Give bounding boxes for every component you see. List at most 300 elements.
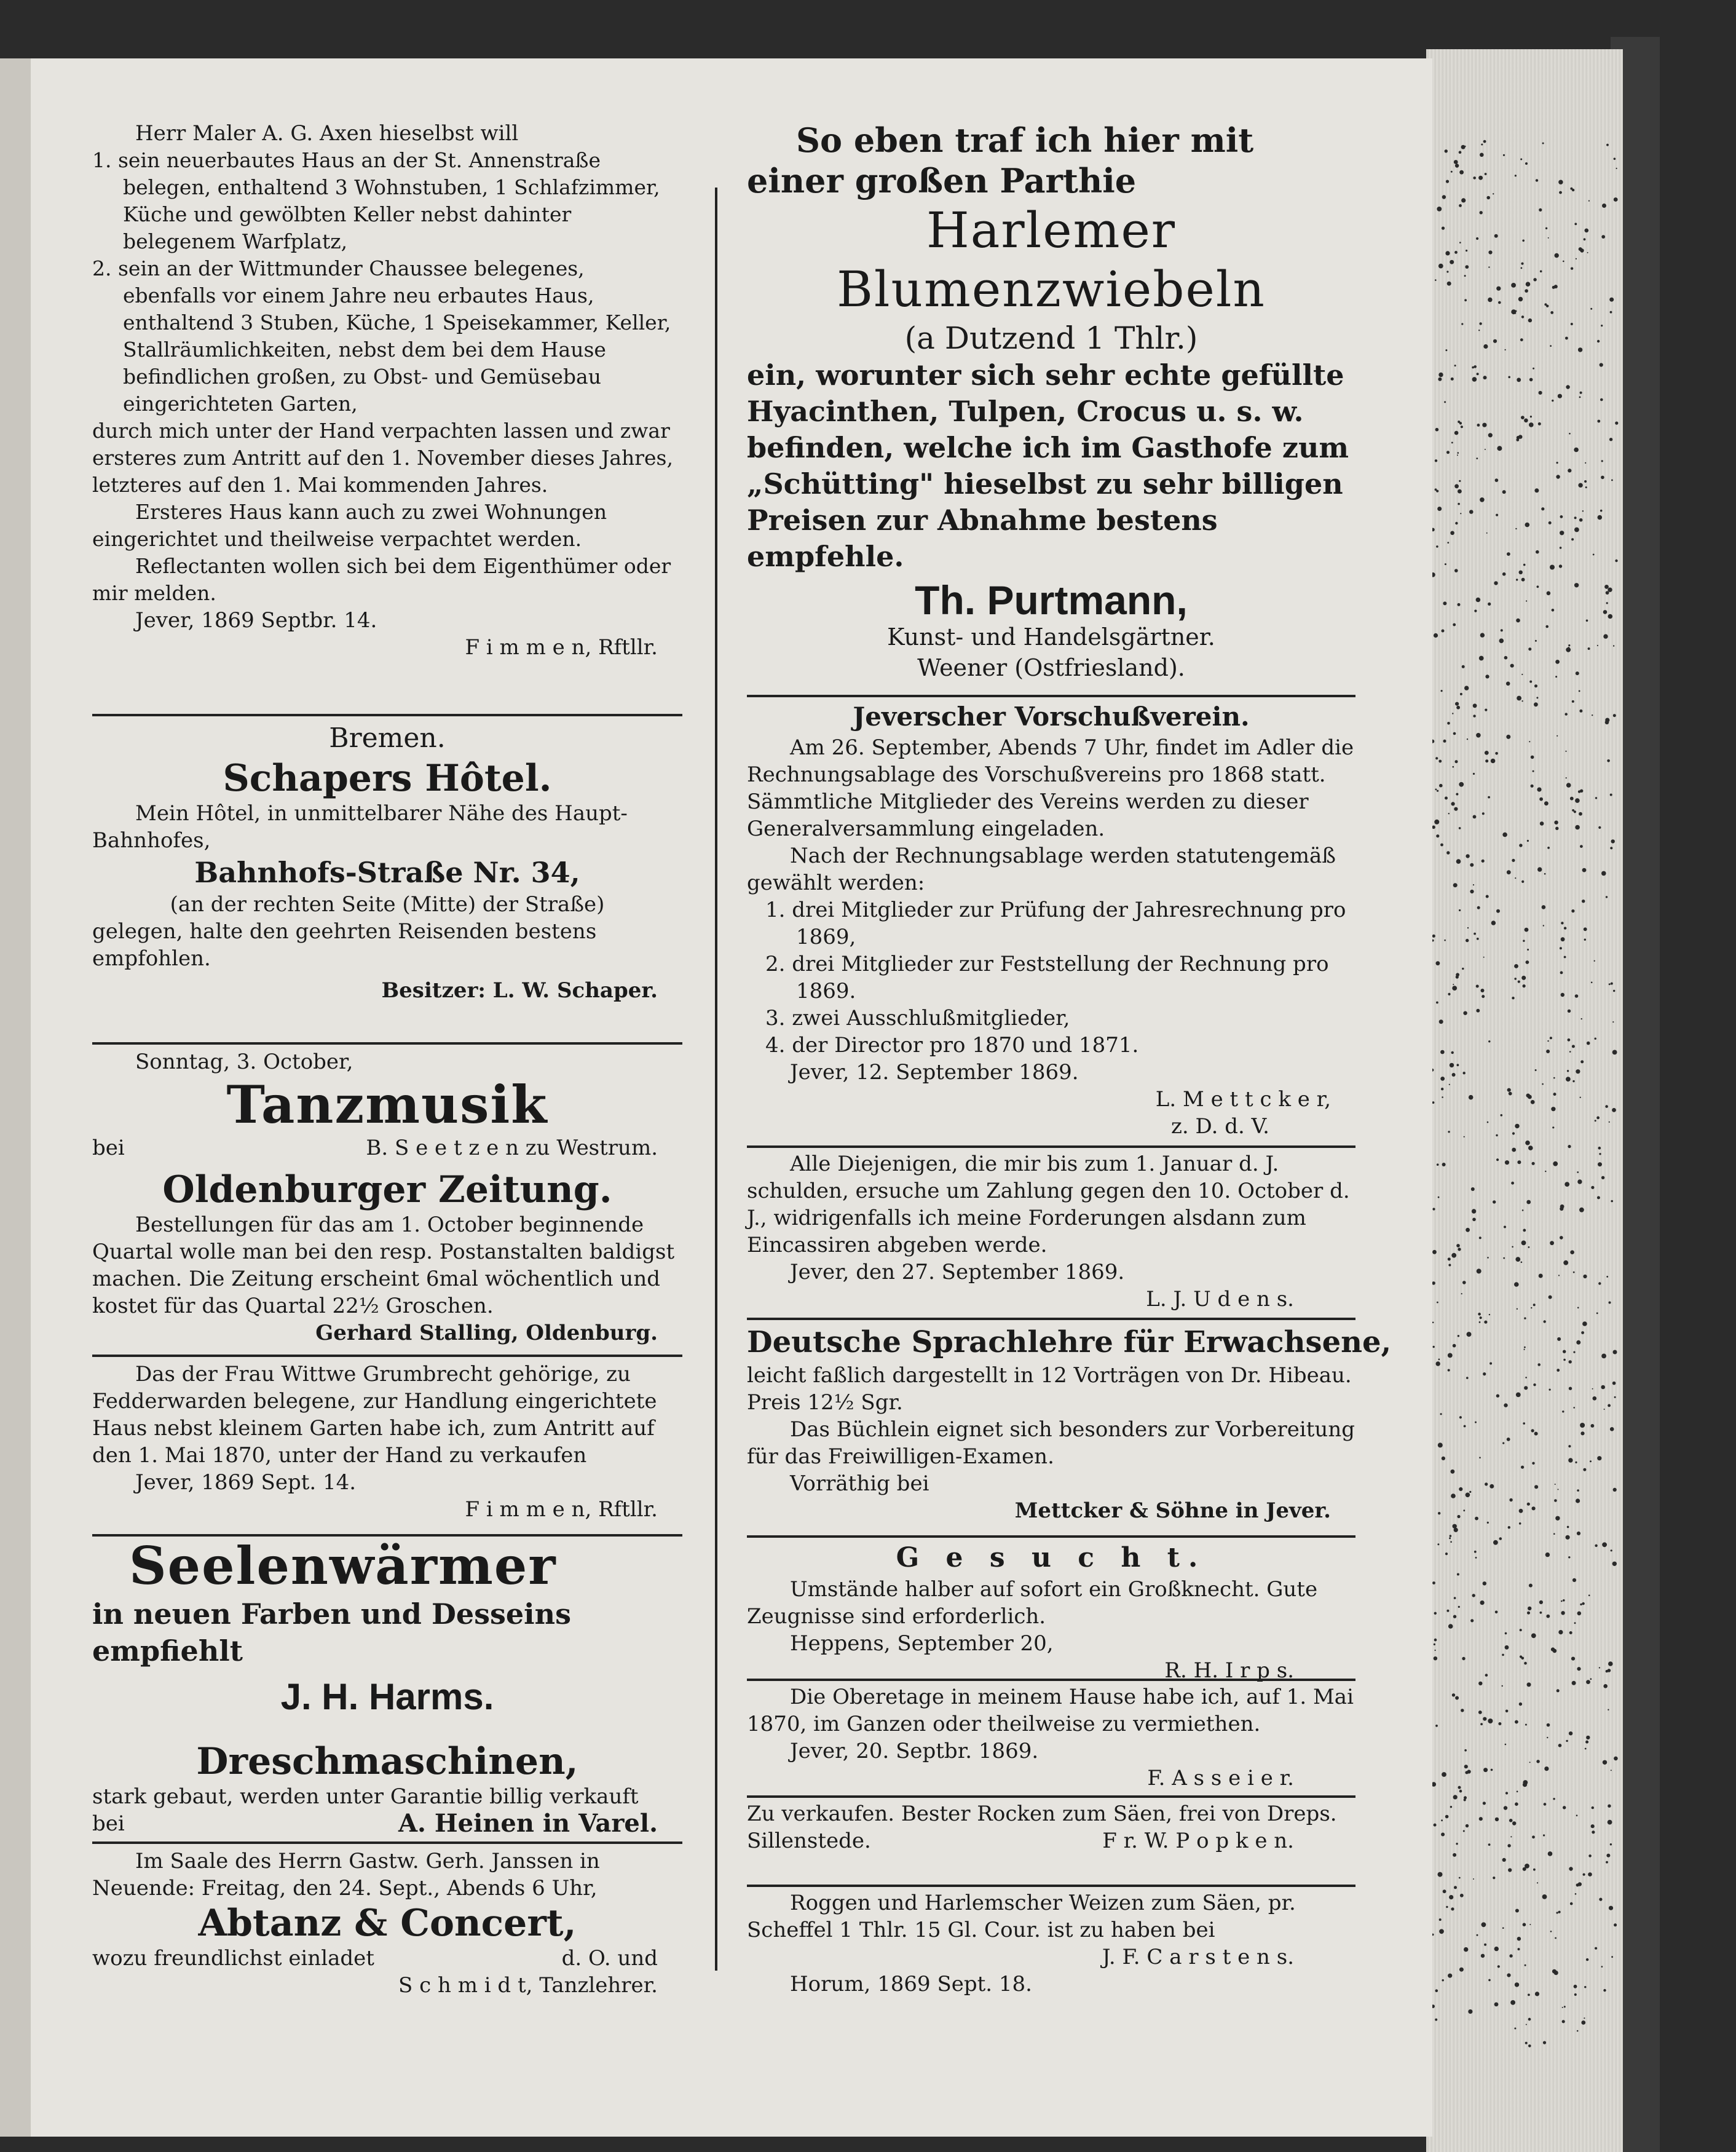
speckle xyxy=(1574,528,1579,532)
speckle xyxy=(1450,1806,1452,1808)
speckle xyxy=(1509,1498,1512,1501)
speckle xyxy=(1479,322,1482,325)
speckle xyxy=(1477,424,1480,427)
speckle xyxy=(1440,844,1443,847)
speckle xyxy=(1493,1200,1496,1203)
speckle xyxy=(1436,1002,1438,1004)
speckle xyxy=(1525,1864,1529,1869)
speckle xyxy=(1537,867,1542,871)
speckle xyxy=(1495,752,1498,755)
speckle xyxy=(1579,397,1581,398)
ad-purtmann xyxy=(747,120,1355,683)
speckle xyxy=(1462,1281,1466,1284)
speckle xyxy=(1483,1768,1488,1772)
ad-udens-text: Alle Diejenigen, die mir bis zum 1. Januar d. J. schulden, ersuche um Zahlung gegen den 10. October d. J., widrigenfalls ich meine Forderungen alsdann zum Eincassiren abgeben werde. xyxy=(747,1152,1350,1257)
speckle xyxy=(1591,1824,1595,1828)
speckle xyxy=(1438,373,1443,377)
speckle xyxy=(1557,1337,1561,1341)
ad-seelen-name: J. H. Harms. xyxy=(280,1676,494,1717)
ad-oldenburger xyxy=(92,1168,682,1347)
speckle xyxy=(1566,1077,1571,1082)
speckle xyxy=(1572,1080,1574,1082)
speckle xyxy=(1442,227,1445,230)
speckle xyxy=(1560,1236,1563,1240)
ad-axen-line-0: Herr Maler A. G. Axen hieselbst will xyxy=(135,121,519,146)
speckle xyxy=(1440,1050,1445,1054)
ad-tanz-host: B. S e e t z e n zu Westrum. xyxy=(366,1136,658,1160)
speckle xyxy=(1542,1894,1547,1899)
speckle xyxy=(1478,1313,1481,1316)
speckle xyxy=(1502,1858,1506,1862)
speckle xyxy=(1499,638,1504,643)
speckle xyxy=(1560,971,1563,975)
speckle xyxy=(1553,1093,1556,1096)
speckle xyxy=(1459,480,1461,482)
speckle xyxy=(1576,1498,1580,1503)
ad-sprachlehre xyxy=(747,1318,1392,1524)
speckle xyxy=(1582,1321,1587,1326)
speckle xyxy=(1564,1182,1569,1187)
speckle xyxy=(1562,2007,1563,2008)
speckle xyxy=(1537,1363,1541,1366)
previous-page-edge xyxy=(0,58,31,2137)
ad-vorschuss-item-3: 3. zwei Ausschlußmitglieder, xyxy=(765,1006,1070,1031)
speckle xyxy=(1453,1344,1456,1348)
ad-carstens-signature: J. F. C a r s t e n s. xyxy=(1102,1945,1294,1969)
ad-seelen-line2: empfiehlt xyxy=(92,1634,243,1667)
speckle xyxy=(1479,1457,1481,1458)
speckle xyxy=(1512,1132,1515,1134)
speckle xyxy=(1438,760,1442,763)
speckle xyxy=(1601,476,1604,480)
speckle xyxy=(1487,1121,1489,1123)
speckle xyxy=(1436,961,1440,965)
speckle xyxy=(1588,1594,1590,1596)
speckle xyxy=(1585,486,1587,488)
speckle xyxy=(1585,462,1586,464)
speckle xyxy=(1514,978,1517,980)
speckle xyxy=(1533,1303,1536,1306)
speckle xyxy=(1434,1644,1435,1645)
divider xyxy=(92,1841,682,1844)
speckle xyxy=(1509,1954,1512,1957)
speckle xyxy=(1524,1347,1526,1348)
speckle xyxy=(1482,995,1485,998)
speckle xyxy=(1442,1163,1446,1166)
speckle xyxy=(1523,1780,1528,1785)
speckle xyxy=(1496,514,1498,516)
speckle xyxy=(1487,1522,1489,1524)
speckle xyxy=(1480,497,1485,502)
ad-dresch-row xyxy=(92,1810,682,1837)
speckle xyxy=(1568,1145,1571,1148)
speckle xyxy=(1529,1762,1531,1763)
speckle xyxy=(1560,947,1562,949)
ad-axen-line-2: 2. sein an der Wittmunder Chaussee belegenes, ebenfalls vor einem Jahre neu erbautes Haus, enthaltend 3 Stuben, Küche, 1 Speisekammer, Keller, Stallräumlichkeiten, nebst dem bei dem Hause befindlichen großen, zu Obst- und Gemüsebau eingerichteten Garten, xyxy=(92,256,671,416)
ad-dreschmaschinen xyxy=(92,1740,682,1837)
speckle xyxy=(1454,1597,1456,1599)
speckle xyxy=(1614,197,1618,202)
speckle xyxy=(1477,906,1480,909)
speckle xyxy=(1473,884,1474,885)
speckle xyxy=(1535,640,1537,642)
speckle xyxy=(1518,297,1523,301)
speckle xyxy=(1577,1612,1582,1616)
speckle xyxy=(1527,840,1529,842)
speckle xyxy=(1505,1632,1507,1635)
speckle xyxy=(1519,844,1522,847)
speckle xyxy=(1575,825,1580,830)
speckle xyxy=(1473,176,1476,180)
speckle xyxy=(1555,660,1560,664)
speckle xyxy=(1446,451,1450,454)
ad-abtanz-title: Abtanz & Concert, xyxy=(198,1902,577,1945)
speckle xyxy=(1443,740,1446,743)
speckle xyxy=(1545,625,1549,628)
speckle xyxy=(1475,1517,1478,1521)
speckle xyxy=(1590,308,1592,310)
speckle xyxy=(1437,1543,1439,1545)
speckle xyxy=(1545,227,1547,229)
speckle xyxy=(1598,1147,1601,1150)
speckle xyxy=(1494,2003,1499,2007)
speckle xyxy=(1592,1830,1595,1834)
speckle xyxy=(1588,1854,1592,1857)
speckle xyxy=(1446,851,1450,854)
speckle xyxy=(1451,1051,1454,1054)
speckle xyxy=(1458,1335,1459,1337)
speckle xyxy=(1585,229,1589,233)
speckle xyxy=(1486,196,1490,200)
ad-schaper xyxy=(92,714,682,1004)
speckle xyxy=(1467,738,1468,740)
speckle xyxy=(1444,401,1446,403)
speckle xyxy=(1544,801,1549,805)
speckle xyxy=(1505,1710,1509,1713)
speckle xyxy=(1560,515,1563,518)
speckle xyxy=(1555,1484,1556,1485)
speckle xyxy=(1586,620,1588,622)
speckle xyxy=(1468,2009,1472,2014)
speckle xyxy=(1508,1526,1510,1529)
speckle xyxy=(1453,984,1454,985)
speckle xyxy=(1598,826,1601,829)
speckle xyxy=(1449,1537,1451,1539)
speckle xyxy=(1536,179,1538,181)
speckle xyxy=(1457,454,1458,456)
speckle xyxy=(1561,1600,1563,1602)
speckle xyxy=(1455,164,1459,167)
speckle xyxy=(1526,282,1531,287)
speckle xyxy=(1438,1442,1443,1447)
speckle xyxy=(1480,211,1483,214)
speckle xyxy=(1485,1674,1488,1677)
speckle xyxy=(1556,1689,1560,1692)
speckle xyxy=(1521,267,1523,269)
speckle xyxy=(1612,1382,1616,1385)
speckle xyxy=(1553,1533,1555,1535)
speckle xyxy=(1507,1088,1511,1092)
speckle xyxy=(1549,1296,1552,1299)
speckle xyxy=(1559,564,1562,568)
speckle xyxy=(1554,821,1558,825)
speckle xyxy=(1609,1302,1611,1304)
speckle xyxy=(1606,1861,1608,1864)
speckle xyxy=(1524,1349,1525,1350)
speckle xyxy=(1458,489,1462,494)
speckle xyxy=(1563,1359,1566,1361)
speckle xyxy=(1558,1911,1561,1913)
speckle xyxy=(1600,398,1603,402)
speckle xyxy=(1584,927,1587,931)
speckle xyxy=(1488,1040,1490,1042)
speckle xyxy=(1540,271,1542,273)
speckle xyxy=(1583,1873,1585,1876)
ad-axen-signature: F i m m e n, Rftllr. xyxy=(465,635,658,660)
speckle xyxy=(1477,1268,1482,1273)
speckle xyxy=(1560,531,1564,535)
speckle xyxy=(1568,1010,1571,1013)
speckle xyxy=(1533,1869,1536,1871)
ad-vorschussverein xyxy=(747,695,1355,1140)
speckle xyxy=(1476,733,1481,738)
speckle xyxy=(1554,1499,1557,1502)
speckle xyxy=(1571,267,1573,270)
ad-seelenwaermer xyxy=(92,1534,682,1719)
speckle xyxy=(1607,759,1610,762)
speckle xyxy=(1608,1404,1611,1407)
ad-popken-signature: F r. W. P o p k e n. xyxy=(1102,1829,1294,1853)
speckle xyxy=(1461,1709,1464,1712)
speckle xyxy=(1515,1124,1519,1128)
speckle xyxy=(1485,1482,1488,1485)
ad-abtanz xyxy=(92,1841,682,1999)
speckle xyxy=(1573,1351,1575,1353)
speckle xyxy=(1461,323,1463,325)
speckle xyxy=(1450,260,1454,264)
speckle xyxy=(1565,713,1568,715)
speckle xyxy=(1528,1145,1533,1150)
speckle xyxy=(1445,1553,1448,1555)
ad-purtmann-profession: Kunst- und Handelsgärtner. xyxy=(887,623,1215,651)
speckle xyxy=(1608,1820,1612,1825)
speckle xyxy=(1502,1442,1504,1444)
speckle xyxy=(1591,982,1593,984)
speckle xyxy=(1571,1657,1575,1661)
speckle xyxy=(1476,237,1478,240)
speckle xyxy=(1521,976,1526,980)
speckle xyxy=(1588,647,1590,650)
speckle xyxy=(1556,1912,1558,1913)
speckle xyxy=(1611,1200,1613,1203)
speckle xyxy=(1437,507,1442,511)
speckle xyxy=(1451,378,1454,381)
speckle xyxy=(1480,153,1484,157)
speckle xyxy=(1458,452,1459,454)
speckle xyxy=(1459,909,1461,911)
speckle xyxy=(1508,1868,1512,1872)
speckle xyxy=(1459,1416,1462,1418)
speckle xyxy=(1434,633,1438,638)
speckle xyxy=(1580,1060,1584,1063)
speckle xyxy=(1601,1385,1605,1390)
speckle xyxy=(1467,1332,1472,1337)
speckle xyxy=(1525,162,1528,165)
speckle xyxy=(1480,1723,1483,1725)
speckle xyxy=(1532,1162,1535,1165)
divider xyxy=(747,1318,1355,1320)
ad-popken-text: Zu verkaufen. Bester Rocken zum Säen, frei von Dreps. xyxy=(747,1802,1337,1826)
speckle xyxy=(1531,756,1534,759)
speckle xyxy=(1533,770,1534,772)
speckle xyxy=(1448,1369,1450,1372)
speckle xyxy=(1527,1682,1531,1687)
ad-asseier-signature: F. A s s e i e r. xyxy=(1147,1766,1294,1790)
speckle xyxy=(1570,1250,1574,1254)
speckle xyxy=(1437,790,1438,792)
speckle xyxy=(1448,1974,1452,1978)
speckle xyxy=(1447,542,1449,544)
speckle xyxy=(1568,647,1569,648)
speckle xyxy=(1529,1924,1531,1925)
speckle xyxy=(1448,1353,1453,1358)
speckle xyxy=(1574,1622,1576,1624)
speckle xyxy=(1601,235,1605,239)
divider xyxy=(747,695,1355,697)
speckle xyxy=(1459,242,1461,243)
speckle xyxy=(1555,676,1557,678)
speckle xyxy=(1574,223,1577,225)
speckle xyxy=(1454,431,1459,435)
speckle xyxy=(1609,438,1612,441)
ad-abtanz-row xyxy=(92,1945,682,1972)
speckle xyxy=(1478,1682,1482,1685)
speckle xyxy=(1522,1209,1524,1211)
speckle xyxy=(1560,1207,1563,1211)
speckle xyxy=(1524,1317,1526,1319)
speckle xyxy=(1445,251,1450,255)
speckle xyxy=(1604,1409,1605,1410)
speckle xyxy=(1436,545,1438,548)
speckle xyxy=(1485,709,1487,711)
speckle xyxy=(1499,1537,1502,1540)
speckle xyxy=(1476,598,1481,603)
speckle xyxy=(1584,1986,1586,1988)
speckle xyxy=(1564,956,1566,959)
speckle xyxy=(1611,1956,1613,1958)
divider xyxy=(747,1795,1355,1798)
divider xyxy=(747,1535,1355,1538)
speckle xyxy=(1472,1218,1476,1222)
speckle xyxy=(1528,1607,1531,1610)
speckle xyxy=(1569,1051,1571,1053)
speckle xyxy=(1612,1050,1617,1055)
speckle xyxy=(1464,686,1469,690)
speckle xyxy=(1436,1361,1440,1366)
speckle xyxy=(1533,278,1536,281)
speckle xyxy=(1595,1120,1596,1121)
speckle xyxy=(1467,1770,1471,1773)
speckle xyxy=(1539,797,1543,801)
speckle xyxy=(1439,1019,1443,1024)
speckle xyxy=(1459,151,1462,154)
speckle xyxy=(1586,1958,1588,1961)
speckle xyxy=(1523,564,1526,566)
speckle xyxy=(1456,859,1461,864)
ad-vorschuss-item-1: 1. drei Mitglieder zur Prüfung der Jahresrechnung pro 1869, xyxy=(765,898,1346,949)
speckle xyxy=(1531,1633,1536,1638)
ad-popken-place: Sillenstede. xyxy=(747,1829,871,1853)
speckle xyxy=(1495,1611,1498,1614)
speckle xyxy=(1595,1545,1597,1547)
speckle xyxy=(1437,1302,1438,1303)
ad-asseier-text: Die Oberetage in meinem Hause habe ich, auf 1. Mai 1870, im Ganzen oder theilweise zu vermiethen. xyxy=(747,1685,1354,1736)
ad-abtanz-line1: Im Saale des Herrn Gastw. Gerh. Janssen in Neuende: Freitag, den 24. Sept., Abends 6 Uhr, xyxy=(92,1849,600,1901)
speckle xyxy=(1453,883,1458,887)
speckle xyxy=(1434,820,1439,825)
speckle xyxy=(1454,365,1456,366)
speckle xyxy=(1464,1749,1467,1752)
speckle xyxy=(1504,1806,1507,1810)
speckle xyxy=(1435,1725,1438,1727)
speckle xyxy=(1600,363,1603,366)
speckle xyxy=(1474,1551,1477,1553)
speckle xyxy=(1462,665,1465,668)
ad-vorschuss-signature2: z. D. d. V. xyxy=(1171,1114,1269,1139)
speckle xyxy=(1501,629,1503,631)
speckle xyxy=(1507,870,1511,874)
speckle xyxy=(1534,1432,1538,1436)
speckle xyxy=(1438,1197,1440,1198)
speckle xyxy=(1603,1684,1608,1688)
speckle xyxy=(1458,1606,1460,1608)
speckle xyxy=(1532,1462,1534,1465)
speckle xyxy=(1595,797,1597,799)
speckle xyxy=(1531,1100,1535,1104)
speckle xyxy=(1445,563,1446,565)
speckle xyxy=(1525,1141,1530,1145)
speckle xyxy=(1442,1979,1444,1981)
speckle xyxy=(1470,863,1474,867)
speckle xyxy=(1438,264,1443,269)
speckle xyxy=(1605,1105,1608,1108)
speckle xyxy=(1611,1549,1612,1551)
speckle xyxy=(1460,1894,1464,1897)
speckle xyxy=(1457,1573,1459,1576)
speckle xyxy=(1601,1354,1606,1359)
speckle xyxy=(1474,610,1477,612)
speckle xyxy=(1505,1645,1509,1650)
speckle xyxy=(1572,189,1574,191)
speckle xyxy=(1580,845,1583,848)
speckle xyxy=(1563,1806,1566,1809)
speckle xyxy=(1504,656,1508,660)
speckle xyxy=(1434,1612,1437,1615)
speckle xyxy=(1481,1954,1485,1958)
speckle xyxy=(1474,933,1476,935)
ad-vorschuss-date: Jever, 12. September 1869. xyxy=(790,1060,1079,1085)
speckle xyxy=(1504,1403,1507,1407)
speckle xyxy=(1495,478,1499,482)
ad-asseier xyxy=(747,1679,1355,1792)
speckle xyxy=(1477,373,1479,375)
speckle xyxy=(1558,180,1563,184)
speckle xyxy=(1498,1722,1501,1725)
speckle xyxy=(1446,271,1448,272)
speckle xyxy=(1497,1965,1500,1968)
speckle xyxy=(1486,895,1489,898)
speckle xyxy=(1451,1493,1456,1498)
